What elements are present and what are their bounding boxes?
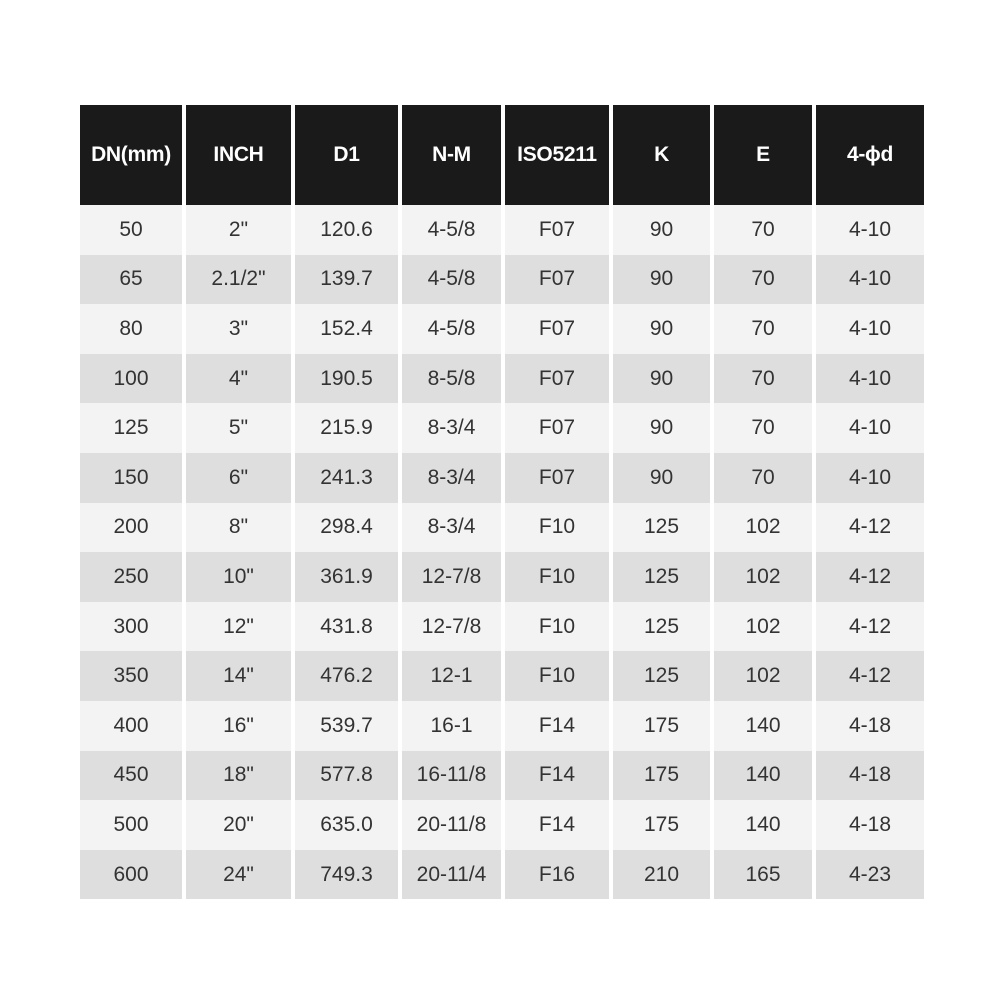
column-header-d1: D1 [295, 105, 398, 205]
table-cell-dn-mm: 80 [80, 304, 182, 354]
table-row [80, 205, 924, 255]
table-cell-dn-mm: 400 [80, 701, 182, 751]
table-row [80, 354, 924, 404]
table-cell-iso5211: F07 [505, 304, 609, 354]
header-row [80, 105, 924, 205]
table-cell-n-m: 16-11/8 [402, 751, 501, 801]
table-cell-e: 70 [714, 403, 812, 453]
table-cell-k: 175 [613, 800, 710, 850]
table-cell-n-m: 4-5/8 [402, 255, 501, 305]
table-row [80, 751, 924, 801]
table-cell-n-m: 16-1 [402, 701, 501, 751]
table-cell-n-m: 8-3/4 [402, 403, 501, 453]
table-cell-n-m: 12-7/8 [402, 552, 501, 602]
dimension-table [76, 105, 928, 899]
table-cell-iso5211: F07 [505, 255, 609, 305]
table-cell-n-m: 4-5/8 [402, 205, 501, 255]
table-cell-e: 140 [714, 751, 812, 801]
table-cell-d1: 539.7 [295, 701, 398, 751]
table-cell-dn-mm: 50 [80, 205, 182, 255]
table-cell-4-phi-d: 4-10 [816, 205, 924, 255]
table-cell-inch: 4" [186, 354, 291, 404]
table-cell-dn-mm: 450 [80, 751, 182, 801]
column-header-dn-mm: DN(mm) [80, 105, 182, 205]
table-cell-inch: 20" [186, 800, 291, 850]
table-cell-4-phi-d: 4-10 [816, 453, 924, 503]
table-cell-4-phi-d: 4-12 [816, 602, 924, 652]
table-cell-k: 90 [613, 354, 710, 404]
table-cell-iso5211: F07 [505, 354, 609, 404]
table-cell-4-phi-d: 4-12 [816, 552, 924, 602]
table-cell-dn-mm: 65 [80, 255, 182, 305]
table-cell-d1: 241.3 [295, 453, 398, 503]
table-cell-dn-mm: 250 [80, 552, 182, 602]
table-cell-iso5211: F14 [505, 800, 609, 850]
table-cell-inch: 3" [186, 304, 291, 354]
table-cell-d1: 361.9 [295, 552, 398, 602]
table-cell-iso5211: F14 [505, 701, 609, 751]
table-body [80, 205, 924, 899]
table-cell-e: 70 [714, 255, 812, 305]
table-row [80, 255, 924, 305]
table-cell-k: 175 [613, 751, 710, 801]
table-cell-inch: 16" [186, 701, 291, 751]
column-header-4-phi-d: 4-ϕd [816, 105, 924, 205]
table-cell-d1: 120.6 [295, 205, 398, 255]
table-cell-d1: 215.9 [295, 403, 398, 453]
table-cell-n-m: 8-3/4 [402, 503, 501, 553]
table-cell-e: 102 [714, 651, 812, 701]
table-cell-dn-mm: 100 [80, 354, 182, 404]
table-cell-inch: 2.1/2" [186, 255, 291, 305]
table-cell-dn-mm: 500 [80, 800, 182, 850]
table-row [80, 602, 924, 652]
table-cell-inch: 14" [186, 651, 291, 701]
table-cell-4-phi-d: 4-12 [816, 503, 924, 553]
table-cell-d1: 635.0 [295, 800, 398, 850]
table-cell-4-phi-d: 4-10 [816, 304, 924, 354]
table-cell-inch: 6" [186, 453, 291, 503]
table-cell-4-phi-d: 4-10 [816, 354, 924, 404]
table-cell-inch: 10" [186, 552, 291, 602]
column-header-e: E [714, 105, 812, 205]
table-cell-e: 70 [714, 354, 812, 404]
table-cell-n-m: 4-5/8 [402, 304, 501, 354]
table-cell-4-phi-d: 4-10 [816, 403, 924, 453]
table-row [80, 800, 924, 850]
table-cell-inch: 8" [186, 503, 291, 553]
table-cell-d1: 190.5 [295, 354, 398, 404]
table-cell-4-phi-d: 4-18 [816, 701, 924, 751]
table-cell-n-m: 12-7/8 [402, 602, 501, 652]
table-cell-d1: 431.8 [295, 602, 398, 652]
table-cell-e: 102 [714, 503, 812, 553]
table-cell-d1: 749.3 [295, 850, 398, 900]
table-cell-n-m: 20-11/8 [402, 800, 501, 850]
table-cell-k: 125 [613, 503, 710, 553]
table-cell-k: 90 [613, 304, 710, 354]
table-row [80, 304, 924, 354]
table-cell-n-m: 20-11/4 [402, 850, 501, 900]
table-cell-iso5211: F07 [505, 205, 609, 255]
table-cell-e: 140 [714, 800, 812, 850]
table-cell-d1: 139.7 [295, 255, 398, 305]
table-cell-dn-mm: 150 [80, 453, 182, 503]
table-row [80, 701, 924, 751]
table-cell-e: 102 [714, 602, 812, 652]
table-cell-d1: 152.4 [295, 304, 398, 354]
table-cell-dn-mm: 125 [80, 403, 182, 453]
table-cell-dn-mm: 200 [80, 503, 182, 553]
table-cell-e: 165 [714, 850, 812, 900]
table-cell-iso5211: F07 [505, 403, 609, 453]
table-cell-dn-mm: 600 [80, 850, 182, 900]
column-header-k: K [613, 105, 710, 205]
column-header-inch: INCH [186, 105, 291, 205]
table-cell-4-phi-d: 4-23 [816, 850, 924, 900]
table-cell-iso5211: F10 [505, 503, 609, 553]
table-cell-iso5211: F10 [505, 552, 609, 602]
table-cell-iso5211: F10 [505, 651, 609, 701]
table-cell-k: 210 [613, 850, 710, 900]
table-cell-iso5211: F16 [505, 850, 609, 900]
table-cell-4-phi-d: 4-18 [816, 751, 924, 801]
table-cell-e: 140 [714, 701, 812, 751]
table-cell-k: 125 [613, 552, 710, 602]
column-header-n-m: N-M [402, 105, 501, 205]
table-cell-e: 70 [714, 304, 812, 354]
table-cell-inch: 18" [186, 751, 291, 801]
table-cell-k: 125 [613, 651, 710, 701]
table-row [80, 403, 924, 453]
table-cell-d1: 476.2 [295, 651, 398, 701]
table-row [80, 552, 924, 602]
table-cell-k: 90 [613, 453, 710, 503]
table-header [80, 105, 924, 205]
table-cell-e: 70 [714, 453, 812, 503]
table-row [80, 503, 924, 553]
table-cell-e: 102 [714, 552, 812, 602]
table-cell-4-phi-d: 4-12 [816, 651, 924, 701]
table-cell-iso5211: F07 [505, 453, 609, 503]
table-cell-d1: 577.8 [295, 751, 398, 801]
table-cell-inch: 5" [186, 403, 291, 453]
table-cell-d1: 298.4 [295, 503, 398, 553]
table-cell-inch: 12" [186, 602, 291, 652]
table-row [80, 651, 924, 701]
table-cell-e: 70 [714, 205, 812, 255]
table-cell-inch: 24" [186, 850, 291, 900]
table-cell-k: 125 [613, 602, 710, 652]
table-cell-dn-mm: 350 [80, 651, 182, 701]
table-cell-k: 90 [613, 205, 710, 255]
table-cell-dn-mm: 300 [80, 602, 182, 652]
column-header-iso5211: ISO5211 [505, 105, 609, 205]
table-cell-iso5211: F14 [505, 751, 609, 801]
table-cell-4-phi-d: 4-18 [816, 800, 924, 850]
table-cell-4-phi-d: 4-10 [816, 255, 924, 305]
table-cell-k: 175 [613, 701, 710, 751]
table-row [80, 850, 924, 900]
table-cell-n-m: 8-5/8 [402, 354, 501, 404]
table-cell-iso5211: F10 [505, 602, 609, 652]
table-cell-n-m: 8-3/4 [402, 453, 501, 503]
table-cell-k: 90 [613, 403, 710, 453]
table-cell-inch: 2" [186, 205, 291, 255]
table-cell-n-m: 12-1 [402, 651, 501, 701]
table-cell-k: 90 [613, 255, 710, 305]
table-row [80, 453, 924, 503]
